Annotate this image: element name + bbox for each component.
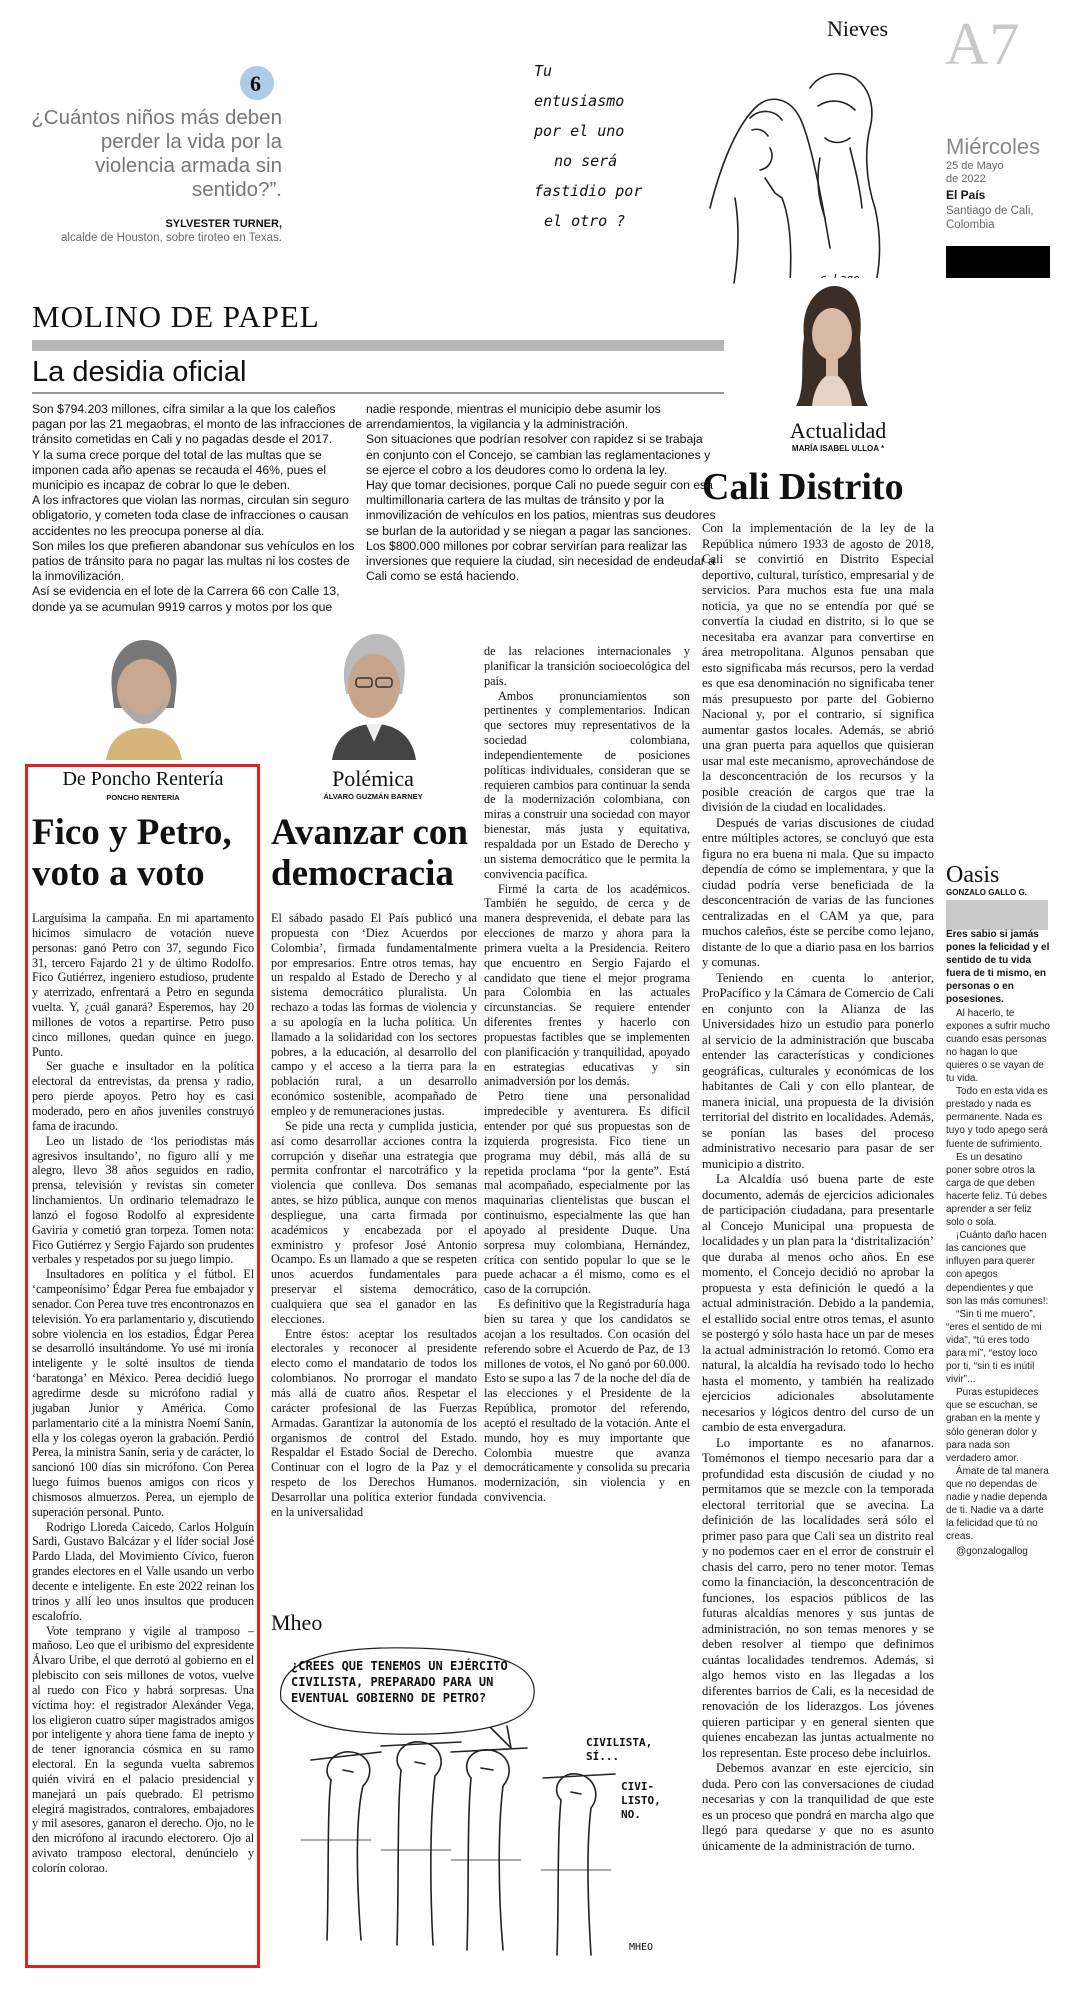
paragraph: Ambos pronunciamientos son pertinentes y complementarios. Indican que sectores muy representativos de la sociedad colombiana, independientemente de posiciones políticas individuales, consideran que se requieren cambios para continuar la senda de la modernización colombiana, con miras a construir una sociedad con mayor bienestar, más justa y equitativa, respaldada por un Estado de Derecho y un sistema democrático que le permita la convivencia pacífica. <box>484 688 690 881</box>
publication-place: Santiago de Cali, Colombia <box>946 205 1034 231</box>
paragraph: Son situaciones que podrían resolver con rapidez si se trabaja en conjunto con el Concejo, se cambian las reglamentaciones y se ejerce el cobro a los deudores como lo ordena la ley. <box>366 432 711 477</box>
molino-underline <box>32 392 724 394</box>
renteria-author: PONCHO RENTERÍA <box>106 793 180 802</box>
paragraph: Hay que tomar decisiones, porque Cali no puede seguir con esa multimillonaria cartera de las multas de tránsito y por la inmovilización de vehículos en los patios, mientras sus deudores se burlan de la autoridad y se niegan a pagar las sanciones. <box>366 478 716 538</box>
svg-text:6: 6 <box>250 71 261 96</box>
paragraph: Leo un listado de ‘los periodistas más agresivos insultando’, no figuro allí y me alegro, llevo 38 años seguidos en radio, prensa, televisión y revistas sin cometer linchamientos. Un ordinario telemadrazo le lanzó el fogoso Rodolfo al expresidente Gaviria y cometió gran torpeza. Tomen nota: Fico Gutiérrez y Sergio Fajardo son prudentes verbales y respetados por su juego limpio. <box>32 1133 254 1267</box>
molino-headline: La desidia oficial <box>32 356 247 388</box>
molino-rule <box>32 340 724 351</box>
paragraph: nadie responde, mientras el municipio debe asumir los arrendamientos, la vigilancia y la administración. <box>366 402 661 432</box>
paragraph: Lo importante es no afanarnos. Tomémonos el tiempo necesario para dar a profundidad esta discusión de ciudad y no permitamos que se mezcle con la temporada electoral territorial que se avecina. La definición de las localidades será sólo el primer paso para que Cali sea un distrito real y no podemos caer en el error de construir el chasis del carro, pero no tener motor. Temas como la financiación, la desconcentración de funciones, los espacios públicos de las futuras alcaldías menores y sus juntas de administración, no son temas menores y se deben resolver al tiempo que definimos cuántas localidades tendremos. Además, si algo hemos visto en las llegadas a los diferentes barrios de Cali, es la necesidad de renovación de los liderazgos. Los jóvenes quieren participar y en general sienten que quienes encabezan las juntas actualmente no los representan. Este proceso debe incluirlos. <box>702 1435 934 1760</box>
paragraph: Son miles los que prefieren abandonar sus vehículos en los patios de tránsito para no pagar las multas ni los costes de la inmovilización. <box>32 538 355 584</box>
paragraph: Después de varias discusiones de ciudad entre múltiples actores, se concluyó que esta figura no era buena ni mala. Que su impacto dependía de cómo se implementara, y que la ciudad podría verse beneficiada de la desconcentración de varias de las funciones centralizadas en el CAM ya que, para muchos caleños, éste se percibe como lejano, distante de lo que a diario pasa en los barrios y comunas. <box>702 815 934 969</box>
polemica-photo <box>318 624 428 760</box>
oasis-gray-box <box>946 900 1048 930</box>
oasis-handle: @gonzalogallog <box>956 1546 1028 1558</box>
mheo-bubble-text: ¿CREES QUE TENEMOS UN EJÉRCITO CIVILISTA, PREPARADO PARA UN EVENTUAL GOBIERNO DE PETRO? <box>291 1659 508 1705</box>
date-day: Miércoles <box>946 134 1041 159</box>
paragraph: Ámate de tal manera que no dependas de nadie y nadie dependa de ti. Nadie va a darte la felicidad que tú no creas. <box>946 1465 1049 1543</box>
paragraph: El sábado pasado El País publicó una propuesta con ‘Diez Acuerdos por Colombia’, firmada fundamentalmente por empresarios. Entre otros temas, hay un respaldo al Estado de Derecho y al sistema democrático pluralista. Un rechazo a todas las formas de violencia y a su apología en la lucha política. Un llamado a la solidaridad con los sectores pobres, a la educación, al desarrollo del campo y el acceso a la tierra para la población rural, a un desarrollo económico sostenible, acompañado de empleo y de remuneraciones justas. <box>271 911 477 1118</box>
caption-line: entusiasmo <box>534 92 625 110</box>
paragraph: Entre éstos: aceptar los resultados electorales y reconocer al presidente electo como el mandatario de todos los colombianos. No prorrogar el mandato más allá de cuatro años. Respetar el carácter profesional de las Fuerzas Armadas. Garantizar la autonomía de los organismos de control del Estado. Respaldar el Estado Social de Derecho. Continuar con el logro de la Paz y el respeto de los Derechos Humanos. Desarrollar una política exterior fundada en la universalidad <box>271 1326 477 1519</box>
caption-line: no será <box>554 152 618 170</box>
quote-block <box>30 62 280 242</box>
paragraph: Es definitivo que la Registraduría haga bien su tarea y que los candidatos se acojan a los resultados. Con ocasión del referendo sobre el Acuerdo de Paz, de 13 millones de votos, el No ganó por 60.000. Esto se supo a las 7 de la noche del día de las elecciones y el Presidente de la República, promotor del referendo, aceptó el resultado de la votación. Ante el mundo, hoy es muy importante que Colombia muestre que avanza democráticamente y consolida su precaria modernización, sin violencia y en convivencia. <box>484 1297 690 1505</box>
renteria-headline: Fico y Petro, voto a voto <box>32 812 232 894</box>
molino-col1 <box>32 402 362 615</box>
paragraph: Debemos avanzar en este ejercicio, sin duda. Pero con las conversaciones de ciudad necesarias y con la tranquilidad de que este es un proceso que pondrá en marcha algo que llegó para quedarse y que no es asunto únicamente de la administración de turno. <box>702 1761 934 1853</box>
mheo-reply-1: CIVILISTA, SÍ... <box>586 1736 653 1763</box>
paragraph: Firmé la carta de los académicos. También he seguido, de cerca y de manera desprevenida, el debate para las elecciones de marzo y ahora para la primera vuelta a la Presidencia. Reitero que encuentro en Sergio Fajardo el candidato que tiene el mejor programa para Colombia en las actuales circunstancias. Se requiere entender diferentes frentes y hacerlo con propuestas factibles que se implementen con planificación y tranquilidad, apoyado en estrategias educativas y sin animadversión por los demás. <box>484 881 690 1089</box>
caption-line: fastidio por <box>534 182 643 200</box>
polemica-author: ÁLVARO GUZMÁN BARNEY <box>323 792 423 801</box>
polemica-col2 <box>484 644 690 1505</box>
renteria-kicker: De Poncho Rentería <box>62 768 224 790</box>
paragraph: Al hacerlo, te expones a sufrir mucho cuando esas personas no hagan lo que quieres o se vayan de tu vida. <box>946 1007 1050 1085</box>
section-name: Nieves <box>827 16 889 41</box>
molino-section-title: MOLINO DE PAPEL <box>32 299 320 334</box>
paragraph: Los $800.000 millones por cobrar servirían para realizar las inversiones que requiere la ciudad, sin necesidad de endeudar a Cali como se está haciendo. <box>366 538 715 584</box>
paragraph: Larguísima la campaña. En mi apartamento hicimos simulacro de votación nueve personas: ganó Petro con 37, segundo Fico 31, tercero Fajardo 21 y de último Rodolfo. Fico Gutiérrez, ingeniero estudioso, prudente y aterrizado, enfrentará a Petro en segunda vuelta. Y, ¿cuál ganará? Esperemos, hay 20 millones de votos a repartirse. Petro puso cinco millones, quedan quince en juego. Punto. <box>32 911 254 1059</box>
paragraph: A los infractores que violan las normas, circulan sin seguro obligatorio, y cometen toda clase de infracciones o causan accidentes no les preocupa ponerse al día. <box>32 493 350 538</box>
renteria-photo <box>88 628 200 760</box>
paragraph: Con la implementación de la ley de la República número 1933 de agosto de 2018, Cali se convirtió en Distrito Especial deportivo, cultural, turístico, empresarial y de servicios. Para muchos esta fue una mala noticia, ya que no se entendía por qué se convertía la ciudad en distrito, si lo que se necesitaba era avanzar para convertirse en área metropolitana. Algunos pensaban que esto significaba más recursos, pero la verdad es que esa denominación no significaba tener más presupuesto por parte del Gobierno Nacional y, por el contrario, sí significa aumentar gastos locales. Además, se abrió una gran puerta para aquellos que quisieran usar mal este mecanismo, aprovechándose de la desconcentración de los recursos y la posible creación de cargos que trae la división de la ciudad en localidades. <box>702 521 934 814</box>
quote-author-role: alcalde de Houston, sobre tiroteo en Texas. <box>61 232 282 244</box>
page-number: A7 <box>945 11 1021 77</box>
caption-line: el otro ? <box>544 212 626 230</box>
paragraph: Todo en esta vida es prestado y nada es permanente. Nada es tuyo y todo apego será fuente de sufrimiento. <box>946 1086 1048 1150</box>
caption-line: Tu <box>534 62 553 80</box>
paragraph: Y la suma crece porque del total de las multas que se imponen cada año apenas se recauda el 46%, pues el municipio es incapaz de cobrar lo que le deben. <box>32 447 327 493</box>
actualidad-author-photo <box>782 278 880 406</box>
header-black-box <box>946 246 1050 278</box>
paragraph: Ser guache e insultador en la política electoral da entrevistas, da prensa y radio, pero pierde apoyos. Petro hoy es casi moderado, pero en años juveniles construyó fama de iracundo. <box>32 1059 254 1133</box>
paragraph: Se pide una recta y cumplida justicia, así como desarrollar acciones contra la corrupción y diseñar una estrategia que permita confrontar el narcotráfico y la violencia que conlleva. Dos semanas antes, se hizo pública, aunque con menos despliegue, una carta firmada por académicos y encabezada por el exministro y profesor José Antonio Ocampo. Es un llamado a que se respeten unos acuerdos fundamentales para preservar el sistema democrático, cualquiera que sea el ganador en las elecciones. <box>271 1118 477 1326</box>
renteria-body <box>32 911 254 1876</box>
oasis-title: Oasis <box>946 862 1000 888</box>
paragraph: Teniendo en cuenta lo anterior, ProPacífico y la Cámara de Comercio de Cali en conjunto con la Alianza de las Universidades hizo un estudio para ponerlo al servicio de la administración que buscaba entender las características y condiciones geográficas, culturales y económicas de los habitantes de Cali y con ello plantear, de manera inicial, una propuesta de la división territorial del distrito en localidades. Además, se ponían las bases del proceso administrativo necesario para pasar de ser municipio a distrito. <box>702 970 934 1171</box>
actualidad-author: MARÍA ISABEL ULLOA * <box>791 444 885 453</box>
nieves-cartoon <box>520 48 920 288</box>
polemica-headline: Avanzar con democracia <box>271 812 468 894</box>
paragraph: Es un desatino poner sobre otros la carga de que deben hacerte feliz. Tú debes aprender a ser feliz solo o sola. <box>946 1151 1047 1229</box>
actualidad-headline: Cali Distrito <box>702 466 904 508</box>
paragraph: Rodrigo Lloreda Caicedo, Carlos Holguín Sardi, Gustavo Balcázar y el líder social José Pardo Llada, del Movimiento Cívico, fueron grandes electores en el Valle usando un verbo decente e inteligente. En este 2022 reinan los trinos y allí leo unos insultos que producen escalofrío. <box>32 1519 254 1623</box>
paragraph: Vote temprano y vigile al tramposo –mañoso. Leo que el uribismo del expresidente Álvaro Uribe, el que derrotó al gobierno en el plebiscito con seis millones de votos, vuelve al ruedo con Fico y habrá sorpresas. Una víctima hoy: el registrador Alexánder Vega, los eligieron cuatro súper magistrados amigos por inteligente y ahora tiene fama de inepto y de tener ignorancia cósmica en su ramo electoral. En la segunda vuelta sabremos quién vivirá en el palacio presidencial y manejará un país quebrado. El petrismo elegirá magistrados, contralores, embajadores y mil asesores, ganaron el derecho. Ojo, no le den micrófono al iracundo electorero. Ojo al avivato tramposo electoral, denúncielo y colorín colorao. <box>32 1623 254 1875</box>
date-line: 25 de Mayo <box>946 160 1004 172</box>
mheo-reply-2: CIVI-LISTO, NO. <box>621 1780 661 1821</box>
polemica-kicker: Polémica <box>332 766 414 791</box>
nieves-caption <box>534 56 684 236</box>
polemica-col1 <box>271 911 477 1520</box>
paragraph: La Alcaldía usó buena parte de este documento, además de ejercicios adicionales de participación ciudadana, para presentarle al Concejo Municipal una propuesta de localidades y un plan para la ‘distritalización’ que duraba al menos ocho años. En ese momento, el Concejo decidió no aprobar la propuesta y esta definición le quedó a la actual administración. Debido a la pandemia, el estallido social entre otros temas, el asunto se postergó y sólo hasta hace un par de meses la actual administración lo retomó. Como era natural, la alcaldía ha revisado todo lo hecho hasta el momento, y también ha realizado ejercicios adicionales absolutamente necesarios y lógicos dentro del curso de un cambio de esta envergadura. <box>702 1172 934 1434</box>
paragraph: Así se evidencia en el lote de la Carrera 66 con Calle 13, donde ya se acumulan 9919 carros y motos por los que <box>32 584 340 614</box>
paragraph: Insultadores en política y el fútbol. El ‘campeonísimo’ Édgar Perea fue embajador y senador. Con Perea tuve tres encontronazos en televisión. Yo era parlamentario y, discutiendo sobre violencia en los estadios, Édgar Perea se desarrolló insultándome. Yo usé mi ironía inteligente y le solté insultos de tienda ‘baratonga’ en México. Perea decidió luego agredirme desde su micrófono radial y jugaban Junior y América. Como parlamentario cité a la ministra Noemí Sanín, ella y los colegas oyeron la grabación. Perdió Perea, la ministra Sanín, seria y de carácter, lo sancionó 100 días sin micrófono. Con Perea luego fuimos buenos amigos con ricos y chismosos almuerzos. Perea, un ejemplo de superación personal. Punto. <box>32 1267 254 1519</box>
paragraph: de las relaciones internacionales y planificar la transición socioecológica del país. <box>484 644 690 688</box>
paragraph: Petro tiene una personalidad impredecible y aventurera. Es difícil entender por qué sus propuestas son de izquierda progresista. Fico tiene un programa muy débil, más allá de su repetida proclama “por la gente”. Está mal acompañado, especialmente por las maquinarias clientelistas que buscan el continuismo, especialmente las que han apoyado al presidente Duque. Una sorpresa muy colombiana, Hernández, crítica con sentido popular lo que se le puede achacar a él mismo, como es el caso de la corrupción. <box>484 1089 690 1297</box>
paragraph: Son $794.203 millones, cifra similar a la que los caleños pagan por las 21 megaobras, el monto de las infracciones de tránsito cometidas en Cali y no pagadas desde el 2017. <box>32 402 362 447</box>
mheo-signature: MHEO <box>629 1942 654 1953</box>
paragraph: “Sin ti me muero”, “eres el sentido de mi vida”, “tú eres todo para mí”, “estoy loco por ti, “sin ti es inútil vivir”... <box>946 1308 1042 1386</box>
oasis-lead: Eres sabio si jamás pones la felicidad y el sentido de tu vida fuera de ti mismo, en personas o en posesiones. <box>946 929 1050 1006</box>
oasis-author: GONZALO GALLO G. <box>946 888 1027 897</box>
caption-line: por el uno <box>534 122 625 140</box>
quote-author: SYLVESTER TURNER, <box>165 218 282 230</box>
paragraph: ¡Cuánto daño hacen las canciones que influyen para querer con apegos dependientes y que son las más comunes!: <box>946 1230 1049 1307</box>
quote-icon <box>240 66 274 100</box>
oasis-body <box>946 928 1050 1559</box>
date-year: de 2022 <box>946 173 986 185</box>
molino-col2 <box>366 402 716 584</box>
actualidad-body <box>702 521 934 1854</box>
paragraph: Puras estupideces que se escuchan, se graban en la mente y sólo generan dolor y para nada son verdadero amor. <box>946 1387 1040 1464</box>
publication-name: El País <box>946 188 986 202</box>
mheo-cartoon <box>271 1640 691 1965</box>
actualidad-kicker: Actualidad <box>789 418 887 443</box>
quote-text: ¿Cuántos niños más deben perder la vida por la violencia armada sin sentido?”. <box>31 106 282 201</box>
mheo-section-title: Mheo <box>271 1610 323 1635</box>
